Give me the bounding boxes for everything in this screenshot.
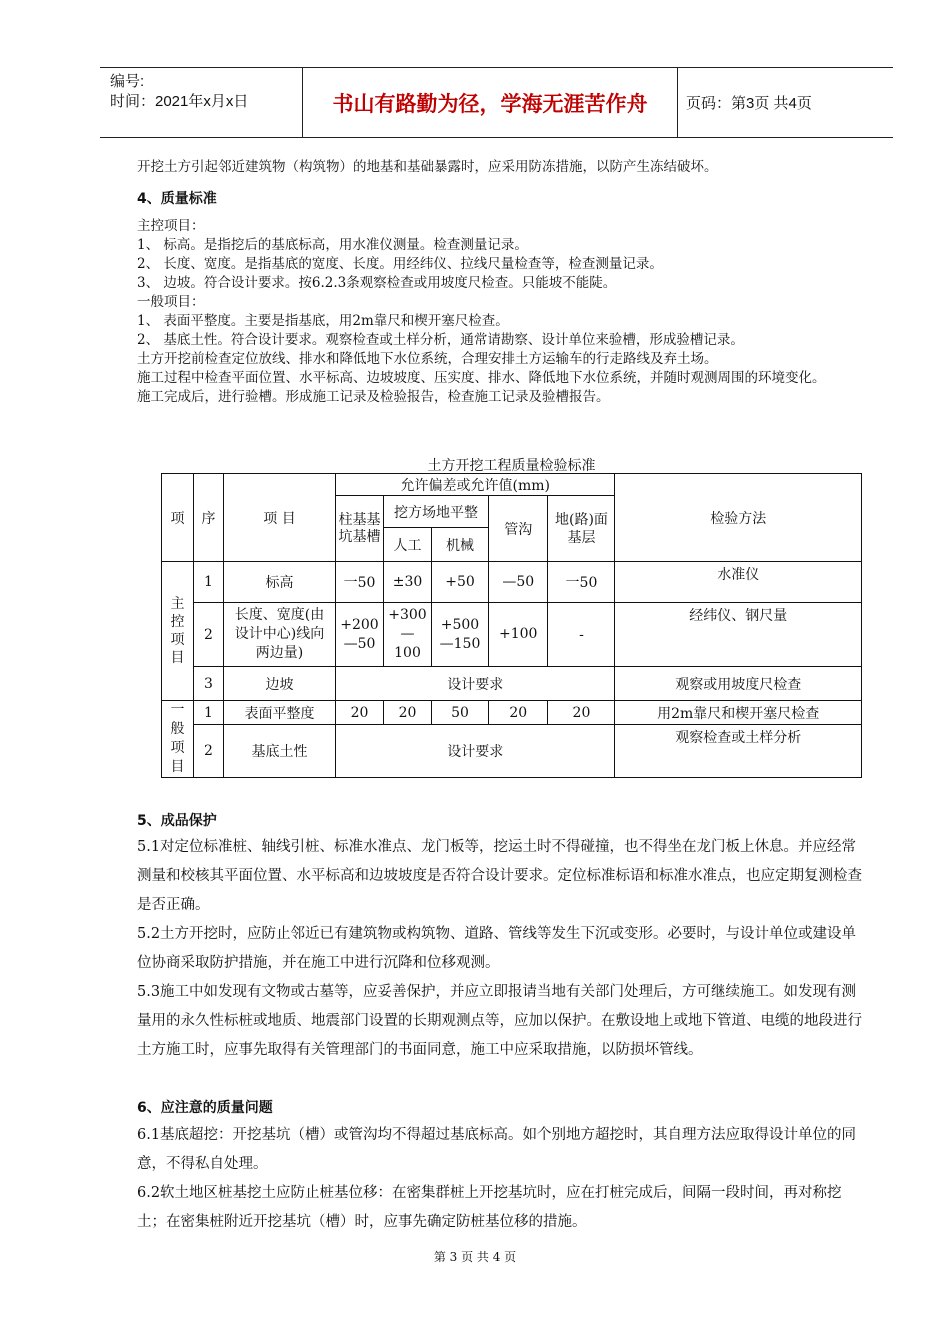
paragraph: 6.2软土地区桩基挖土应防止桩基位移：在密集群桩上开挖基坑时，应在打桩完成后，间隔一段时间，再对称挖土；在密集桩附近开挖基坑（槽）时，应事先确定防桩基位移的措施。: [137, 1185, 842, 1230]
cell: 20: [548, 701, 615, 725]
header-method: 检验方法: [615, 474, 862, 562]
cell: 表面平整度: [224, 701, 336, 725]
cell: +50: [432, 562, 489, 603]
section-5-title: 5、成品保护: [137, 813, 217, 829]
header-pit: 柱基基坑基槽: [336, 496, 384, 562]
table-row: [162, 562, 862, 603]
header-seq: 序: [194, 474, 224, 562]
header-name: 项 目: [224, 474, 336, 562]
group-general: 一般项目: [162, 701, 194, 778]
section-4-line: 施工过程中检查平面位置、水平标高、边坡坡度、压实度、排水、降低地下水位系统，并随时观测周围的环境变化。: [137, 370, 826, 386]
cell: +200—50: [336, 603, 384, 667]
cell: -: [548, 603, 615, 667]
table-row: [162, 701, 862, 725]
group-main: 主控项目: [162, 562, 194, 701]
cell: 2: [194, 725, 224, 778]
header-site: 挖方场地平整: [384, 496, 489, 528]
section-4-line: 一般项目：: [137, 294, 205, 310]
cell: 50: [432, 701, 489, 725]
cell: 设计要求: [336, 667, 615, 701]
cell: 观察或用坡度尺检查: [615, 667, 862, 701]
cell: 1: [194, 562, 224, 603]
cell: +500—150: [432, 603, 489, 667]
header-page-number: 页码：第3页 共4页: [686, 95, 812, 112]
cell: 20: [336, 701, 384, 725]
table-title: 土方开挖工程质量检验标准: [427, 458, 596, 474]
paragraph: 6.1基底超挖：开挖基坑（槽）或管沟均不得超过基底标高。如个别地方超挖时，其自理方法应取得设计单位的同意，不得私自处理。: [137, 1127, 857, 1172]
table-row: [162, 667, 862, 701]
section-5-body: [137, 833, 862, 1065]
header-item: 项: [162, 474, 194, 562]
header-slogan: 书山有路勤为径，学海无涯苦作舟: [303, 68, 678, 137]
document-number: 编号:: [110, 73, 145, 90]
cell: 2: [194, 603, 224, 667]
page-header: [100, 67, 893, 138]
cell: —50: [489, 562, 548, 603]
cell: 水准仪: [615, 562, 862, 603]
section-4-title: 4、质量标准: [137, 191, 217, 207]
table-row: [162, 725, 862, 778]
cell: 3: [194, 667, 224, 701]
section-4-body: [137, 217, 862, 407]
header-meta: [100, 68, 303, 137]
cell: +300—100: [384, 603, 432, 667]
cell: 观察检查或土样分析: [615, 725, 862, 778]
cell: 设计要求: [336, 725, 615, 778]
paragraph: 5.2土方开挖时，应防止邻近已有建筑物或构筑物、道路、管线等发生下沉或变形。必要时，与设计单位或建设单位协商采取防护措施，并在施工中进行沉降和位移观测。: [137, 926, 857, 971]
cell: 一50: [548, 562, 615, 603]
paragraph: 5.1对定位标准桩、轴线引桩、标准水准点、龙门板等，挖运土时不得碰撞，也不得坐在龙门板上休息。并应经常测量和校核其平面位置、水平标高和边坡坡度是否符合设计要求。定位标准标语和标准水准点，也应定期复测检查是否正确。: [137, 839, 862, 913]
section-4-line: 土方开挖前检查定位放线、排水和降低地下水位系统，合理安排土方运输车的行走路线及弃土场。: [137, 351, 718, 367]
section-4-line: 1、 表面平整度。主要是指基底，用2m靠尺和楔开塞尺检查。: [137, 313, 509, 329]
header-machine: 机械: [432, 528, 489, 562]
header-manual: 人工: [384, 528, 432, 562]
header-pipe: 管沟: [489, 496, 548, 562]
section-4-line: 1、 标高。是指挖后的基底标高，用水准仪测量。检查测量记录。: [137, 237, 528, 253]
section-6-body: [137, 1121, 862, 1237]
section-6-title: 6、应注意的质量问题: [137, 1100, 273, 1116]
cell: 一50: [336, 562, 384, 603]
cell: 用2m靠尺和楔开塞尺检查: [615, 701, 862, 725]
header-allowance: 允许偏差或允许值(mm): [336, 474, 615, 496]
cell: 标高: [224, 562, 336, 603]
cell: 1: [194, 701, 224, 725]
cell: 边坡: [224, 667, 336, 701]
document-date: 时间：2021年x月x日: [110, 93, 249, 110]
page-footer: 第 3 页 共 4 页: [433, 1250, 517, 1264]
table-row: [162, 603, 862, 667]
section-4-line: 2、 长度、宽度。是指基底的宽度、长度。用经纬仪、拉线尺量检查等，检查测量记录。: [137, 256, 663, 272]
quality-standard-table: [161, 473, 862, 778]
section-4-line: 2、 基底土性。符合设计要求。观察检查或土样分析，通常请勘察、设计单位来验槽，形成验槽记录。: [137, 332, 744, 348]
cell: 20: [489, 701, 548, 725]
cell: 长度、宽度(由设计中心)线向两边量): [224, 603, 336, 667]
intro-paragraph: 开挖土方引起邻近建筑物（构筑物）的地基和基础暴露时，应采用防冻措施，以防产生冻结破坏。: [137, 159, 718, 175]
section-4-line: 主控项目：: [137, 218, 205, 234]
cell: ±30: [384, 562, 432, 603]
cell: 经纬仪、钢尺量: [615, 603, 862, 667]
section-4-line: 3、 边坡。符合设计要求。按6.2.3条观察检查或用坡度尺检查。只能坡不能陡。: [137, 275, 617, 291]
paragraph: 5.3施工中如发现有文物或古墓等，应妥善保护，并应立即报请当地有关部门处理后，方可继续施工。如发现有测量用的永久性标桩或地质、地震部门设置的长期观测点等，应加以保护。在敷设地上或地下管道、电缆的地段进行土方施工时，应事先取得有关管理部门的书面同意，施工中应采取措施，以防损坏管线。: [137, 984, 862, 1058]
section-4-line: 施工完成后，进行验槽。形成施工记录及检验报告，检查施工记录及验槽报告。: [137, 389, 610, 405]
cell: +100: [489, 603, 548, 667]
cell: 基底土性: [224, 725, 336, 778]
header-road: 地(路)面基层: [548, 496, 615, 562]
cell: 20: [384, 701, 432, 725]
